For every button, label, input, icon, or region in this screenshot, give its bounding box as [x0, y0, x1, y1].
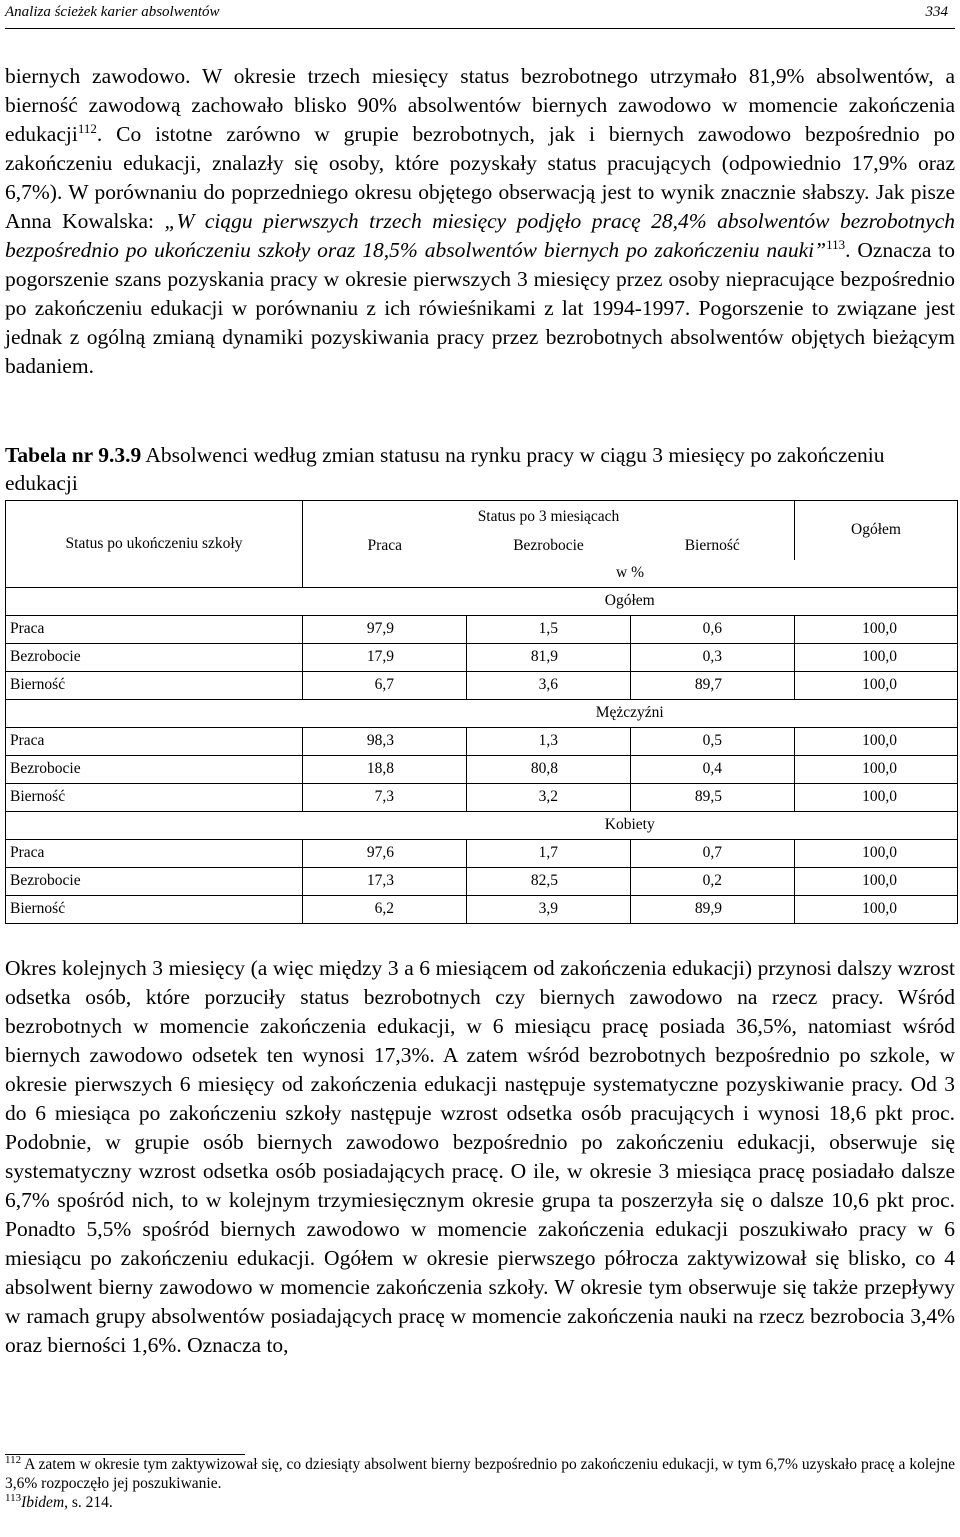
col-header-biernosc: Bierność	[631, 533, 795, 560]
footnote-italic: Ibidem	[21, 1494, 65, 1511]
paragraph-1-text-c: . Oznacza to pogorszenie szans pozyskania pracy w okresie pierwszych 3 miesięcy przez osoby niepracujące bezpośrednio po zakończeniu edukacji w porównaniu z ich rówieśnikami z lat 1994-1997. Pogorszenie to związane jest jednak z ogólną zmianą dynamiki pozyskiwania pracy przez bezrobotnych absolwentów objętych bieżącym badaniem.	[5, 238, 955, 378]
table-cell: 100,0	[795, 839, 958, 867]
table-cell: 98,3	[303, 727, 467, 755]
table-cell: 0,2	[631, 867, 795, 895]
table-row	[6, 615, 958, 643]
footnote-ref-113[interactable]: 113	[826, 237, 846, 252]
section-blank-cell	[6, 811, 303, 839]
paragraph-1-text-b: . Co istotne zarówno w grupie bezrobotnych, jak i biernych zawodowo bezpośrednio po zakończeniu edukacji, znalazły się osoby, które pozyskały status pracujących (odpowiednio 17,9% oraz 6,7%). W porównaniu do poprzedniego okresu objętego obserwacją jest to wynik znacznie słabszy. Jak pisze Anna Kowalska:	[5, 122, 955, 233]
section-header-row	[6, 699, 958, 727]
section-title: Kobiety	[303, 811, 958, 839]
table-cell: 89,7	[631, 671, 795, 699]
table-cell: 82,5	[467, 867, 631, 895]
section-title: Ogółem	[303, 587, 958, 615]
table-cell: 97,6	[303, 839, 467, 867]
table-cell: 17,9	[303, 643, 467, 671]
table-cell: 0,6	[631, 615, 795, 643]
row-label: Bezrobocie	[6, 755, 303, 783]
table-cell: 6,7	[303, 671, 467, 699]
row-label: Praca	[6, 727, 303, 755]
col-header-bezrobocie: Bezrobocie	[513, 537, 584, 554]
section-blank-cell	[6, 587, 303, 615]
table-row	[6, 783, 958, 811]
table-caption-text: Absolwenci według zmian statusu na rynku pracy w ciągu 3 miesięcy po zakończeniu edukacji	[5, 443, 885, 495]
table-cell: 89,9	[631, 895, 795, 923]
row-label: Bezrobocie	[6, 643, 303, 671]
table-cell: 0,5	[631, 727, 795, 755]
section-blank-cell	[6, 699, 303, 727]
row-label: Bezrobocie	[6, 867, 303, 895]
table-cell: 97,9	[303, 615, 467, 643]
total-header: Ogółem	[795, 501, 958, 560]
table-cell: 1,7	[467, 839, 631, 867]
col-header-praca: Praca	[303, 533, 467, 560]
table-row	[6, 755, 958, 783]
table-cell: 100,0	[795, 867, 958, 895]
table-cell: 100,0	[795, 643, 958, 671]
table-cell: 3,9	[467, 895, 631, 923]
table-cell: 100,0	[795, 755, 958, 783]
footnote-text: , s. 214.	[64, 1494, 113, 1511]
table-row	[6, 867, 958, 895]
table-cell: 80,8	[467, 755, 631, 783]
footnote-text: A zatem w okresie tym zaktywizował się, co dziesiąty absolwent bierny bezpośrednio po zakończeniu edukacji, w tym 6,7% uzyskało pracę a kolejne 3,6% rozpoczęło jej poszukiwanie.	[5, 1456, 955, 1492]
table-cell: 3,6	[467, 671, 631, 699]
table-body	[6, 587, 958, 923]
table-row	[6, 671, 958, 699]
unit-label: w %	[303, 560, 958, 588]
row-header: Status po ukończeniu szkoły	[6, 501, 303, 588]
table-row	[6, 727, 958, 755]
footnote-number: 113	[5, 1492, 22, 1504]
paragraph-2: Okres kolejnych 3 miesięcy (a więc między 3 a 6 miesiącem od zakończenia edukacji) przynosi dalszy wzrost odsetka osób, które porzuciły status bezrobotnych czy biernych zawodowo na rzecz pracy. Wśród bezrobotnych w momencie zakończenia edukacji, w 6 miesiącu pracę posiada 36,5%, natomiast wśród biernych zawodowo odsetek ten wynosi 17,3%. A zatem wśród bezrobotnych bezpośrednio po szkole, w okresie pierwszych 6 miesięcy od zakończenia edukacji następuje systematyczne pozyskiwanie pracy. Od 3 do 6 miesiąca po zakończeniu szkoły następuje wzrost odsetka osób pracujących i wynosi 18,6 pkt proc. Podobnie, w grupie osób biernych zawodowo bezpośrednio po zakończeniu edukacji, obserwuje się systematyczny wzrost odsetka osób posiadających pracę. O ile, w okresie 3 miesiąca pracę posiadało dalsze 6,7% spośród nich, to w kolejnym trzymiesięcznym okresie grupa ta poszerzyła się o dalsze 10,6 pkt proc. Ponadto 5,5% spośród biernych zawodowo w momencie zakończenia edukacji poszukiwało pracy w 6 miesiącu po zakończeniu edukacji. Ogółem w okresie pierwszego półrocza zaktywizował się blisko, co 4 absolwent bierny zawodowo w momencie zakończenia szkoły. W okresie tym obserwuje się także przepływy w ramach grupy absolwentów posiadających pracę w momencie zakończenia nauki na rzecz bezrobocia 3,4% oraz bierności 1,6%. Oznacza to,	[5, 956, 955, 1357]
table-caption-label: Tabela nr 9.3.9	[5, 443, 142, 467]
table-cell: 6,2	[303, 895, 467, 923]
row-label: Praca	[6, 615, 303, 643]
quotation: „W ciągu pierwszych trzech miesięcy podjęło pracę 28,4% absolwentów bezrobotnych bezpośrednio po ukończeniu szkoły oraz 18,5% absolwentów biernych po zakończeniu nauki”	[5, 209, 955, 262]
table-cell: 0,4	[631, 755, 795, 783]
group-header: Status po 3 miesiącach	[303, 501, 795, 533]
row-label: Bierność	[6, 895, 303, 923]
footnotes	[5, 1455, 955, 1512]
row-label: Bierność	[6, 671, 303, 699]
table-cell: 100,0	[795, 895, 958, 923]
table-cell: 100,0	[795, 615, 958, 643]
table-row	[6, 839, 958, 867]
footnote-112	[5, 1455, 955, 1493]
table-cell: 1,5	[467, 615, 631, 643]
section-title: Mężczyźni	[303, 699, 958, 727]
table-cell: 81,9	[467, 643, 631, 671]
row-label: Bierność	[6, 783, 303, 811]
table-cell: 17,3	[303, 867, 467, 895]
table-row	[6, 895, 958, 923]
paragraph-1	[5, 62, 955, 381]
page-number: 334	[925, 4, 948, 20]
table-cell: 89,5	[631, 783, 795, 811]
paragraph-1-text-a: biernych zawodowo. W okresie trzech miesięcy status bezrobotnego utrzymało 81,9% absolwentów, a bierność zawodową zachowało blisko 90% absolwentów biernych zawodowo w momencie zakończenia edukacji	[5, 64, 955, 146]
table-cell: 100,0	[795, 727, 958, 755]
section-header-row	[6, 587, 958, 615]
table-cell: 3,2	[467, 783, 631, 811]
table-cell: 1,3	[467, 727, 631, 755]
status-transition-table	[5, 500, 958, 924]
table-cell: 0,3	[631, 643, 795, 671]
header-title: Analiza ścieżek karier absolwentów	[5, 4, 220, 20]
footnote-ref-112[interactable]: 112	[77, 121, 97, 136]
table-cell: 7,3	[303, 783, 467, 811]
footnote-number: 112	[5, 1454, 22, 1466]
table-row	[6, 643, 958, 671]
row-label: Praca	[6, 839, 303, 867]
table-cell: 100,0	[795, 671, 958, 699]
table-cell: 100,0	[795, 783, 958, 811]
table-caption	[5, 441, 955, 497]
footnote-113	[5, 1493, 955, 1512]
table-cell: 0,7	[631, 839, 795, 867]
section-header-row	[6, 811, 958, 839]
running-header	[5, 0, 955, 29]
table-cell: 18,8	[303, 755, 467, 783]
